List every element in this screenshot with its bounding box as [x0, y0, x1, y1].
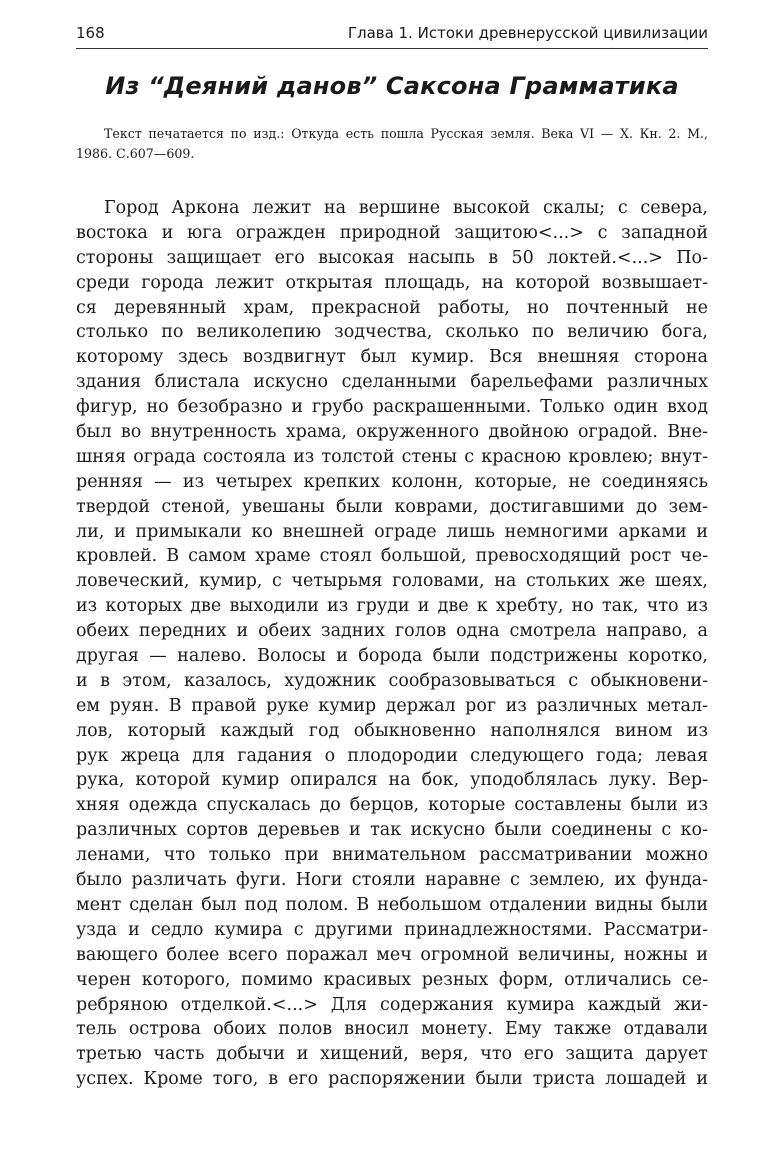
text-line: был во внутренность храма, окруженного двойною оградой. Вне-: [76, 422, 708, 443]
text-line: кровлей. В самом храме стоял большой, превосходящий рост че-: [76, 546, 708, 567]
text-line: ленами, что только при внимательном рассматривании можно: [76, 845, 708, 866]
text-line: ловеческий, кумир, с четырьмя головами, на стольких же шеях,: [76, 571, 708, 592]
text-line: из которых две выходили из груди и две к хребту, но так, что из: [76, 596, 708, 617]
text-line: ся деревянный храм, прекрасной работы, но почтенный не: [76, 297, 708, 318]
text-line: ребряною отделкой.<...> Для содержания кумира каждый жи-: [76, 994, 708, 1015]
text-line: тель острова обоих полов вносил монету. Ему также отдавали: [76, 1019, 708, 1040]
text-line: твердой стеной, увешаны были коврами, достигавшими до зем-: [76, 496, 708, 517]
text-line: востока и юга огражден природной защитою<...> с западной: [76, 222, 708, 243]
text-line: и в этом, казалось, художник сообразовываться с обыкновени-: [76, 670, 708, 691]
text-line: среди города лежит открытая площадь, на которой возвышает-: [76, 272, 708, 293]
text-line: ли, и примыкали ко внешней ограде лишь немногими арками и: [76, 521, 708, 542]
running-title: Глава 1. Истоки древнерусской цивилизации: [347, 24, 708, 42]
text-line: Город Аркона лежит на вершине высокой скалы; с севера,: [104, 198, 708, 218]
text-line: рука, которой кумир опирался на бок, уподоблялась луку. Вер-: [76, 770, 708, 791]
text-line: третью часть добычи и хищений, веря, что его защита дарует: [76, 1044, 708, 1065]
page-number: 168: [76, 24, 105, 42]
text-line: обеих передних и обеих задних голов одна смотрела направо, а: [76, 621, 708, 642]
source-note: Текст печатается по изд.: Откуда есть пошла Русская земля. Века VI — X. Кн. 2. М., 1986. С.607—609.: [76, 126, 708, 161]
text-line: ренняя — из четырех крепких колонн, которые, не соединяясь: [76, 471, 708, 492]
text-line: различных сортов деревьев и так искусно были соединены с ко-: [76, 820, 708, 841]
section-title: Из “Деяний данов” Саксона Грамматика: [105, 72, 679, 100]
text-line: хняя одежда спускалась до берцов, которые составлены были из: [76, 795, 708, 816]
text-line: вающего более всего поражал меч огромной величины, ножны и: [76, 944, 708, 965]
text-line: здания блистала искусно сделанными барельефами различных: [76, 372, 708, 393]
text-line: рук жреца для гадания о плодородии следующего года; левая: [76, 745, 708, 766]
page-header: [76, 20, 708, 49]
text-line: лов, который каждый год обыкновенно наполнялся вином из: [76, 720, 708, 741]
text-line: ем руян. В правой руке кумир держал рог из различных метал-: [76, 695, 708, 716]
text-line: стороны защищает его высокая насыпь в 50 локтей.<...> По-: [76, 247, 708, 268]
text-line: успех. Кроме того, в его распоряжении были триста лошадей и: [76, 1069, 708, 1090]
text-line: было различать фуги. Ноги стояли наравне с землею, их фунда-: [76, 870, 708, 891]
text-line: узда и седло кумира с другими принадлежностями. Рассматри-: [76, 919, 708, 940]
text-line: которому здесь воздвигнут был кумир. Вся внешняя сторона: [76, 347, 708, 368]
text-line: другая — налево. Волосы и борода были подстрижены коротко,: [76, 646, 708, 667]
body-text: [76, 196, 708, 1092]
text-line: шняя ограда состояла из толстой стены с красною кровлею; внут-: [76, 446, 708, 467]
text-line: фигур, но безобразно и грубо раскрашенными. Только один вход: [76, 397, 708, 418]
text-line: черен которого, помимо красивых резных форм, отличались се-: [76, 969, 708, 990]
text-line: столько по великолепию зодчества, сколько по величию бога,: [76, 322, 708, 343]
text-line: мент сделан был под полом. В небольшом отдалении видны были: [76, 894, 708, 915]
